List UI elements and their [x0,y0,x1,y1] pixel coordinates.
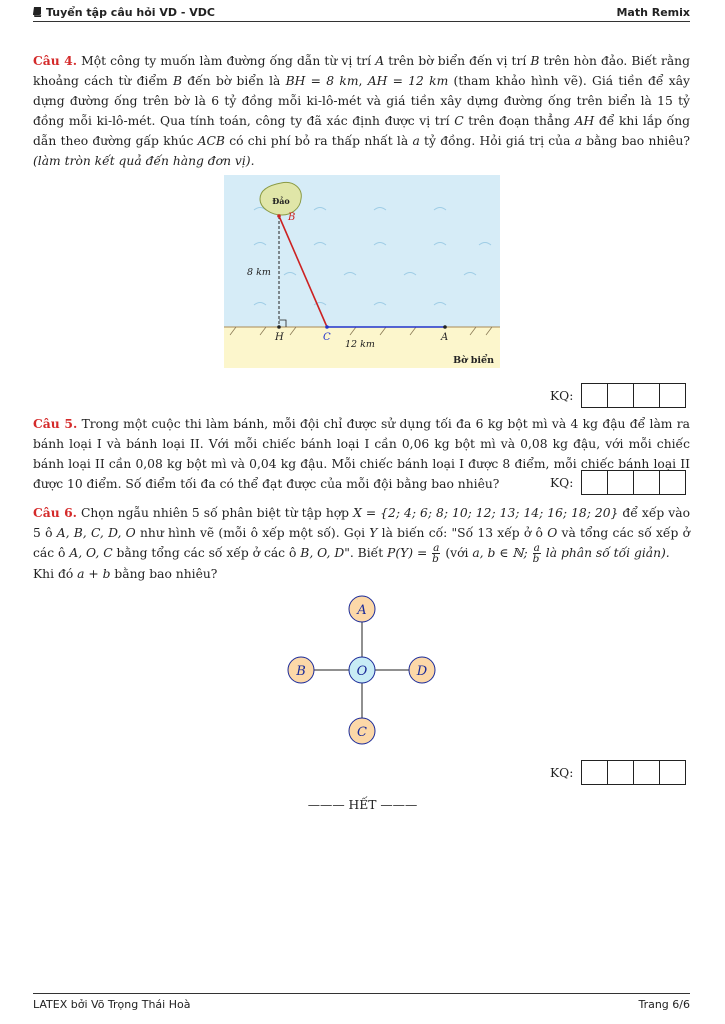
fraction-num: a [433,542,440,554]
q4-var: A [375,54,385,68]
answer-cells [581,383,686,408]
q4-text: (tham khảo hình vẽ). Giá tiền để xây dựng đường ống trên bờ là 6 tỷ đồng mỗi ki-lô-mét và giá tiền xây dựng đường ống trên biển là 15 tỷ đồng mỗi ki-lô-mét. Qua tính toán, công ty đã xác định được vị trí [33,74,690,128]
q6-text: là biến cố: "Số 13 xếp ở ô [377,526,548,540]
q6-text: bằng tổng các số xếp ở các ô [112,546,301,560]
q4-var: a [412,134,420,148]
fraction-num: a [533,542,540,554]
cell-o-label: O [356,664,368,679]
q4-math: AH = 12 km [367,74,449,88]
q6-text: như hình vẽ (mỗi ô xếp một số). Gọi [135,526,370,540]
q6-var: Y [369,526,378,540]
fraction-a-over-b [432,543,440,564]
q4-math: BH = 8 km [285,74,359,88]
answer-cells [581,470,686,495]
answer-cells [581,760,686,785]
q6-math: a, b ∈ ℕ; [472,546,528,560]
q6-text: và tổng các số xếp ở các ô [33,526,691,560]
answer-cell[interactable] [607,470,634,495]
q4-var: a [574,134,583,148]
label-12km: 12 km [345,339,375,350]
cell-b-label: B [296,664,306,679]
footer-author: bởi Võ Trọng Thái Hoà [67,998,191,1011]
fraction-a-over-b [533,543,541,564]
answer-cell[interactable] [607,760,634,785]
q6-math: A, O, C [69,546,113,560]
answer-label: KQ: [550,476,574,490]
q4-text: tỷ đồng. Hỏi giá trị của [419,134,575,148]
q4-text: trên đoạn thẳng [463,114,575,128]
cell-d-label: D [416,664,428,679]
answer-label: KQ: [550,389,574,403]
header-title-wrap [33,6,215,19]
latex-logo: LATEX [33,998,68,1011]
answer-label: KQ: [550,766,574,780]
answer-cell[interactable] [581,760,608,785]
q4-text: trên hòn đảo. Biết rằng khoảng cách từ điểm [33,54,690,88]
q4-var: ACB [197,134,225,148]
pipeline-figure [224,175,500,368]
point-h [277,325,281,329]
island-label: Đảo [272,196,290,206]
point-c [325,325,329,329]
answer-cell[interactable] [633,383,660,408]
label-c: C [323,332,331,343]
question-5-text: Trong một cuộc thi làm bánh, mỗi đội chỉ được sử dụng tối đa 6 kg bột mì và 4 kg đậu để làm ra bánh loại I và bánh loại II. Với mỗi chiếc bánh loại I cần 0,06 kg bột mì và 0,08 kg đậu, với mỗi chiếc bánh loại II cần 0,08 kg bột mì và 0,04 kg đậu. Mỗi chiếc bánh loại I được 8 điểm, mỗi chiếc bánh loại II được 10 điểm. Số điểm tối đa có thể đạt được của mỗi đội bằng bao nhiêu? [33,417,690,491]
question-5-number: Câu 5. [33,416,78,431]
q6-text: bằng bao nhiêu? [110,567,218,581]
q6-math: A, B, C, D, O [56,526,136,540]
point-b [277,214,281,218]
label-b: B [288,212,296,223]
footer-rule [33,993,690,994]
q6-text: (với [441,546,473,560]
q4-text: có chi phí bỏ ra thấp nhất là [224,134,413,148]
q4-note: (làm tròn kết quả đến hàng đơn vị). [33,154,255,168]
q4-text: để khi lắp ống dẫn theo đường gấp khúc [33,114,690,148]
q4-text: trên bờ biển đến vị trí [384,54,531,68]
book-icon [33,7,42,17]
question-6 [33,503,690,584]
q4-text: , [358,74,368,88]
q6-text: ". Biết [344,546,388,560]
header-right: Math Remix [616,6,690,19]
q6-var: O [547,526,558,540]
header-rule [33,21,690,22]
q6-math: a + b [77,567,111,581]
label-8km: 8 km [247,267,271,278]
header-title: Tuyển tập câu hỏi VD - VDC [46,6,215,19]
answer-cell[interactable] [607,383,634,408]
point-a [443,325,447,329]
q6-math: B, O, D [300,546,345,560]
label-h: H [275,332,284,343]
q4-text: bằng bao nhiêu? [582,134,691,148]
answer-cell[interactable] [633,470,660,495]
q4-var: C [454,114,464,128]
q4-var: B [530,54,540,68]
question-6-number: Câu 6. [33,505,77,520]
q4-var: B [172,74,183,88]
cell-a-label: A [357,603,367,618]
question-4 [33,51,690,171]
q6-text: để xếp vào 5 ô [33,506,690,540]
fraction-den: b [432,553,439,565]
answer-cell[interactable] [581,383,608,408]
q4-text: đến bờ biển là [182,74,286,88]
cross-diagram [282,593,442,749]
end-marker: ——— HẾT ——— [307,798,418,812]
answer-cell[interactable] [659,760,686,785]
q4-var: AH [574,114,595,128]
q6-note: là phân số tối giản). [541,546,670,560]
answer-cell[interactable] [659,383,686,408]
q6-math: P(Y) = [387,546,428,560]
page-number: Trang 6/6 [638,998,690,1011]
label-shore: Bờ biển [453,355,494,366]
q6-text: Khi đó [33,567,78,581]
q6-text: Chọn ngẫu nhiên 5 số phân biệt từ tập hợp [80,506,354,520]
footer-left [33,998,190,1011]
q4-text: Một công ty muốn làm đường ống dẫn từ vị trí [81,54,376,68]
answer-cell[interactable] [581,470,608,495]
label-a: A [441,332,449,343]
answer-cell[interactable] [633,760,660,785]
cell-c-label: C [357,725,367,740]
fraction-den: b [532,553,540,565]
question-4-number: Câu 4. [33,53,78,68]
answer-cell[interactable] [659,470,686,495]
page-header [33,6,690,22]
q6-math: X = {2; 4; 6; 8; 10; 12; 13; 14; 16; 18; 20} [353,506,619,520]
